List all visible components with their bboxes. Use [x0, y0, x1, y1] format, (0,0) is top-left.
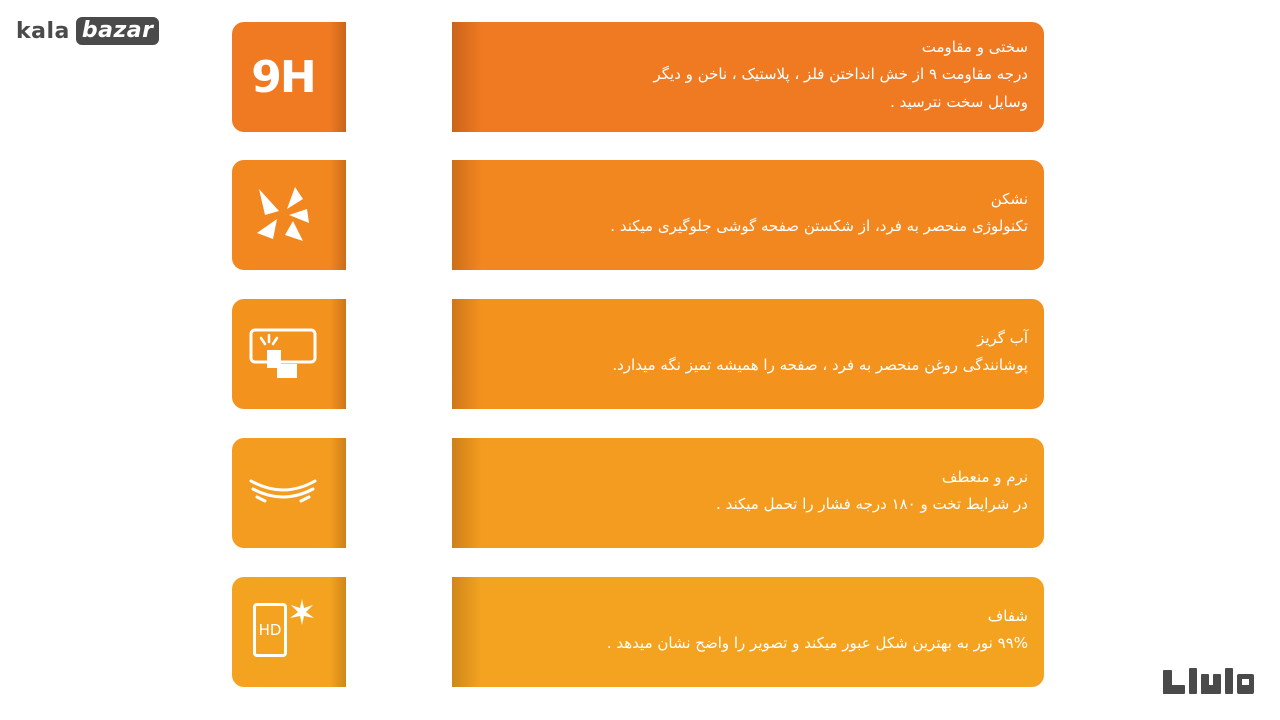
feature-row-flexible — [0, 438, 1280, 548]
feature-title: نشکن — [990, 190, 1028, 208]
feature-description-line: تکنولوژی منحصر به فرد، از شکستن صفحه گوشی جلوگیری میکند . — [610, 217, 1028, 235]
shatterproof-icon — [243, 180, 323, 250]
feature-title: شفاف — [987, 607, 1028, 625]
feature-row-shatterproof — [0, 160, 1280, 270]
feature-description-line: پوشانندگی روغن منحصر به فرد ، صفحه را همیشه تمیز نگه میدارد. — [612, 356, 1028, 374]
hd-label: HD — [258, 621, 282, 639]
flexible-curve-icon — [243, 458, 323, 528]
feature-row-hardness — [0, 22, 1280, 132]
feature-description-line: وسایل سخت نترسید . — [890, 93, 1028, 111]
feature-title: آب گریز — [977, 329, 1028, 347]
feature-row-oleophobic — [0, 299, 1280, 409]
logo-bazar-text: bazar — [76, 17, 160, 45]
feature-title: سختی و مقاومت — [921, 38, 1028, 56]
oleophobic-touch-icon — [243, 319, 323, 389]
feature-icon-box — [232, 577, 346, 687]
feature-text-box — [452, 577, 1044, 687]
feature-title: نرم و منعطف — [941, 468, 1028, 486]
feature-text-box — [452, 22, 1044, 132]
feature-icon-box — [232, 160, 346, 270]
feature-text-box — [452, 438, 1044, 548]
sparkle-icon — [287, 597, 317, 627]
hd-clarity-icon — [243, 597, 323, 667]
feature-text-box — [452, 299, 1044, 409]
feature-description-line: در شرایط تخت و ۱۸۰ درجه فشار را تحمل میکند . — [716, 495, 1028, 513]
feature-icon-box — [232, 299, 346, 409]
logo-kala-text: kala — [16, 18, 70, 44]
feature-description-line: درجه مقاومت ۹ از خش انداختن فلز ، پلاستیک ، ناخن و دیگر — [653, 65, 1028, 83]
hardness-9h-icon: 9H — [251, 51, 315, 103]
feature-row-clarity — [0, 577, 1280, 687]
feature-text-box — [452, 160, 1044, 270]
feature-icon-box — [232, 22, 346, 132]
feature-icon-box — [232, 438, 346, 548]
feature-description-line: ۹۹% نور به بهترین شکل عبور میکند و تصویر را واضح نشان میدهد . — [606, 634, 1028, 652]
